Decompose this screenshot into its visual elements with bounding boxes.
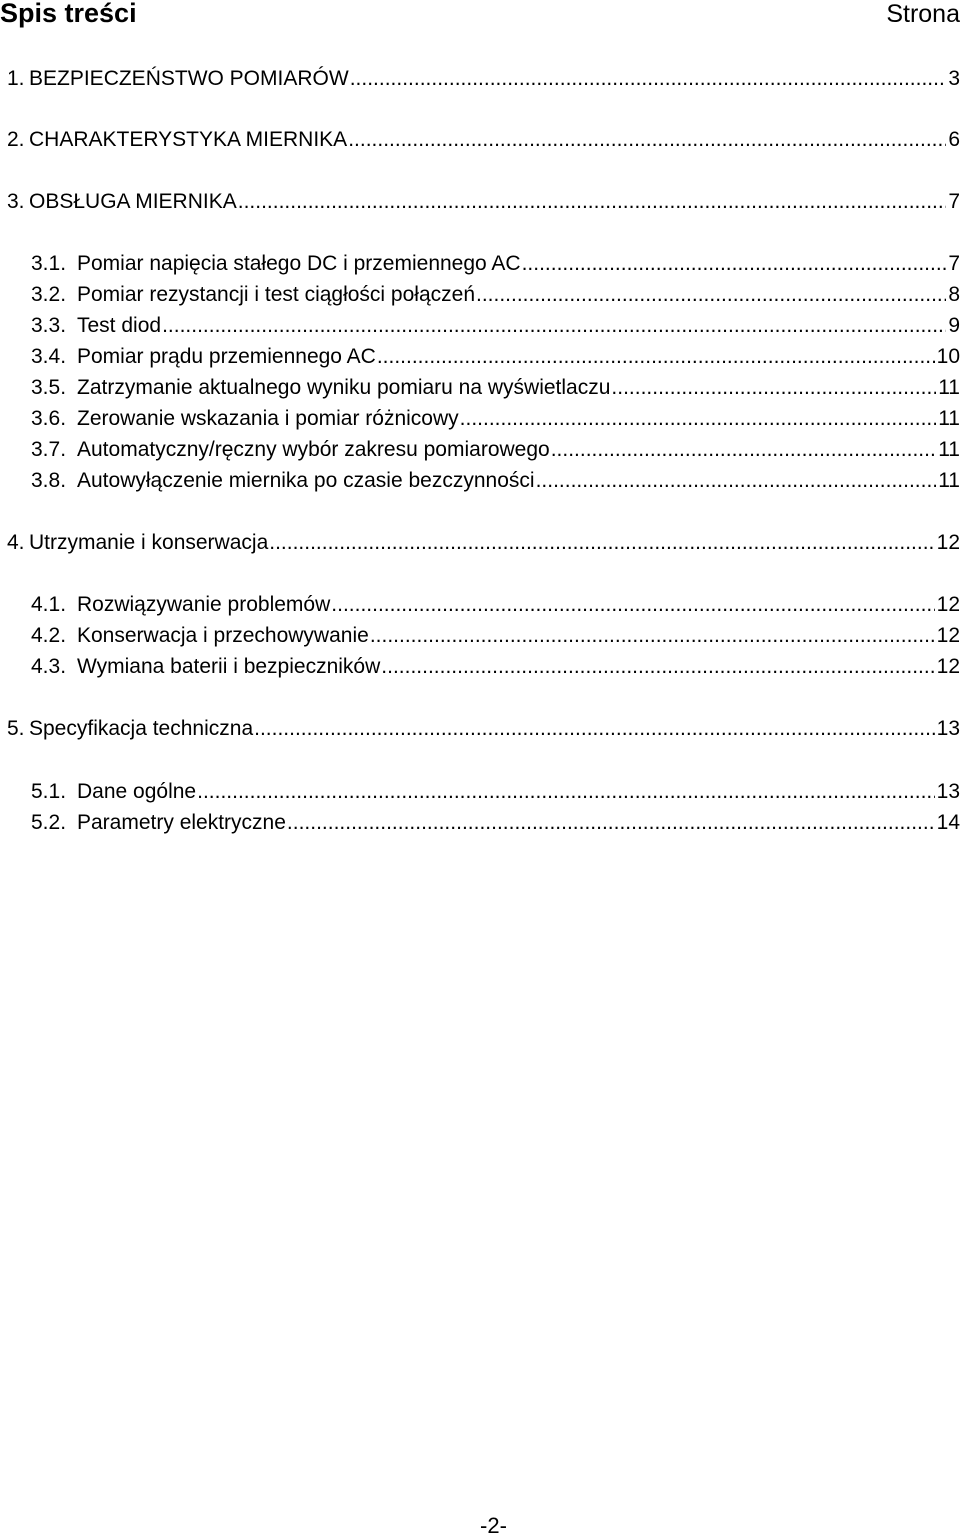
toc-entry-page: 11: [938, 376, 960, 399]
toc-entry-page: 8: [948, 283, 960, 306]
toc-entry-number: 3.5.: [31, 376, 67, 399]
toc-entry[interactable]: [0, 406, 960, 432]
toc-entry-label: Parametry elektryczne: [77, 811, 286, 834]
dot-leader: [381, 654, 934, 680]
toc-entry-number: 4.2.: [31, 624, 67, 647]
toc-entry[interactable]: [0, 716, 960, 742]
toc-entry-label: Zatrzymanie aktualnego wyniku pomiaru na wyświetlaczu: [77, 376, 611, 399]
toc-entry[interactable]: [0, 344, 960, 370]
toc-entry-label: Specyfikacja techniczna: [29, 717, 254, 740]
toc-entry[interactable]: [0, 66, 960, 92]
toc-entry-page: 12: [936, 531, 960, 554]
toc-entry-label: Test diod: [77, 314, 162, 337]
toc-entry-label: Utrzymanie i konserwacja: [29, 531, 269, 554]
toc-entry[interactable]: [0, 313, 960, 339]
toc-entry-number: 3.: [7, 190, 25, 213]
toc-entry[interactable]: [0, 437, 960, 463]
page-number: -2-: [480, 1513, 507, 1538]
toc-entry-page: 10: [936, 345, 960, 368]
dot-leader: [331, 592, 934, 618]
toc-entry-page: 11: [938, 438, 960, 461]
toc-entry-label: Zerowanie wskazania i pomiar różnicowy: [77, 407, 459, 430]
dot-leader: [238, 189, 947, 215]
toc-entry-number: 4.: [7, 531, 25, 554]
toc-entry[interactable]: [0, 375, 960, 401]
toc-entry-label: Konserwacja i przechowywanie: [77, 624, 369, 647]
page-column-label: Strona: [886, 0, 960, 28]
toc-entry-label: Wymiana baterii i bezpieczników: [77, 655, 381, 678]
toc-entry-number: 3.8.: [31, 469, 67, 492]
toc-entry[interactable]: [0, 251, 960, 277]
toc-entry[interactable]: [0, 623, 960, 649]
toc-entry-page: 11: [938, 469, 960, 492]
toc-entry[interactable]: [0, 468, 960, 494]
toc-title: Spis treści: [0, 0, 137, 28]
toc-entry-number: 4.3.: [31, 655, 67, 678]
dot-leader: [350, 66, 947, 92]
toc-entry-number: 3.6.: [31, 407, 67, 430]
toc-entry-page: 11: [938, 407, 960, 430]
toc-entry-label: Pomiar rezystancji i test ciągłości połączeń: [77, 283, 475, 306]
toc-entry-label: OBSŁUGA MIERNIKA: [29, 190, 237, 213]
toc-entry-number: 3.1.: [31, 252, 67, 275]
dot-leader: [611, 375, 936, 401]
page-footer: [0, 1513, 960, 1539]
toc-entry[interactable]: [0, 779, 960, 805]
dot-leader: [522, 251, 947, 277]
dot-leader: [197, 779, 935, 805]
toc-entry-page: 7: [948, 190, 960, 213]
dot-leader: [536, 468, 937, 494]
toc-entry[interactable]: [0, 592, 960, 618]
dot-leader: [551, 437, 936, 463]
toc-entry-page: 12: [936, 655, 960, 678]
toc-entry-label: Pomiar prądu przemiennego AC: [77, 345, 376, 368]
toc-entry[interactable]: [0, 282, 960, 308]
toc-entry-page: 9: [948, 314, 960, 337]
toc-entry-number: 3.7.: [31, 438, 67, 461]
page-header: [0, 0, 960, 30]
toc-entry-label: CHARAKTERYSTYKA MIERNIKA: [29, 128, 348, 151]
toc-entry-label: BEZPIECZEŃSTWO POMIARÓW: [29, 67, 349, 90]
dot-leader: [377, 344, 935, 370]
toc-entry-number: 3.4.: [31, 345, 67, 368]
dot-leader: [162, 313, 946, 339]
dot-leader: [460, 406, 937, 432]
toc-entry-number: 5.: [7, 717, 25, 740]
toc-entry[interactable]: [0, 127, 960, 153]
toc-entry-page: 13: [936, 780, 960, 803]
toc-entry-number: 3.3.: [31, 314, 67, 337]
toc-entry-number: 2.: [7, 128, 25, 151]
toc-entry-number: 1.: [7, 67, 25, 90]
toc-entry[interactable]: [0, 189, 960, 215]
toc-entry-number: 5.2.: [31, 811, 67, 834]
toc-entry-label: Dane ogólne: [77, 780, 197, 803]
toc-entry-number: 5.1.: [31, 780, 67, 803]
toc-entry-label: Pomiar napięcia stałego DC i przemiennego AC: [77, 252, 521, 275]
toc-entry-page: 6: [948, 128, 960, 151]
toc-entry-page: 7: [948, 252, 960, 275]
toc-entry-page: 14: [936, 811, 960, 834]
toc-entry-label: Autowyłączenie miernika po czasie bezczynności: [77, 469, 535, 492]
dot-leader: [287, 810, 935, 836]
toc-entry[interactable]: [0, 530, 960, 556]
dot-leader: [254, 716, 935, 742]
dot-leader: [269, 530, 934, 556]
dot-leader: [370, 623, 935, 649]
toc-entry-page: 3: [948, 67, 960, 90]
toc-entry-label: Automatyczny/ręczny wybór zakresu pomiarowego: [77, 438, 550, 461]
toc-entry[interactable]: [0, 810, 960, 836]
toc-entry-page: 12: [936, 624, 960, 647]
dot-leader: [476, 282, 946, 308]
toc-entry-page: 13: [936, 717, 960, 740]
dot-leader: [348, 127, 946, 153]
toc-entry-page: 12: [936, 593, 960, 616]
toc-entry-number: 4.1.: [31, 593, 67, 616]
toc-entry[interactable]: [0, 654, 960, 680]
toc-entry-label: Rozwiązywanie problemów: [77, 593, 331, 616]
toc-entry-number: 3.2.: [31, 283, 67, 306]
